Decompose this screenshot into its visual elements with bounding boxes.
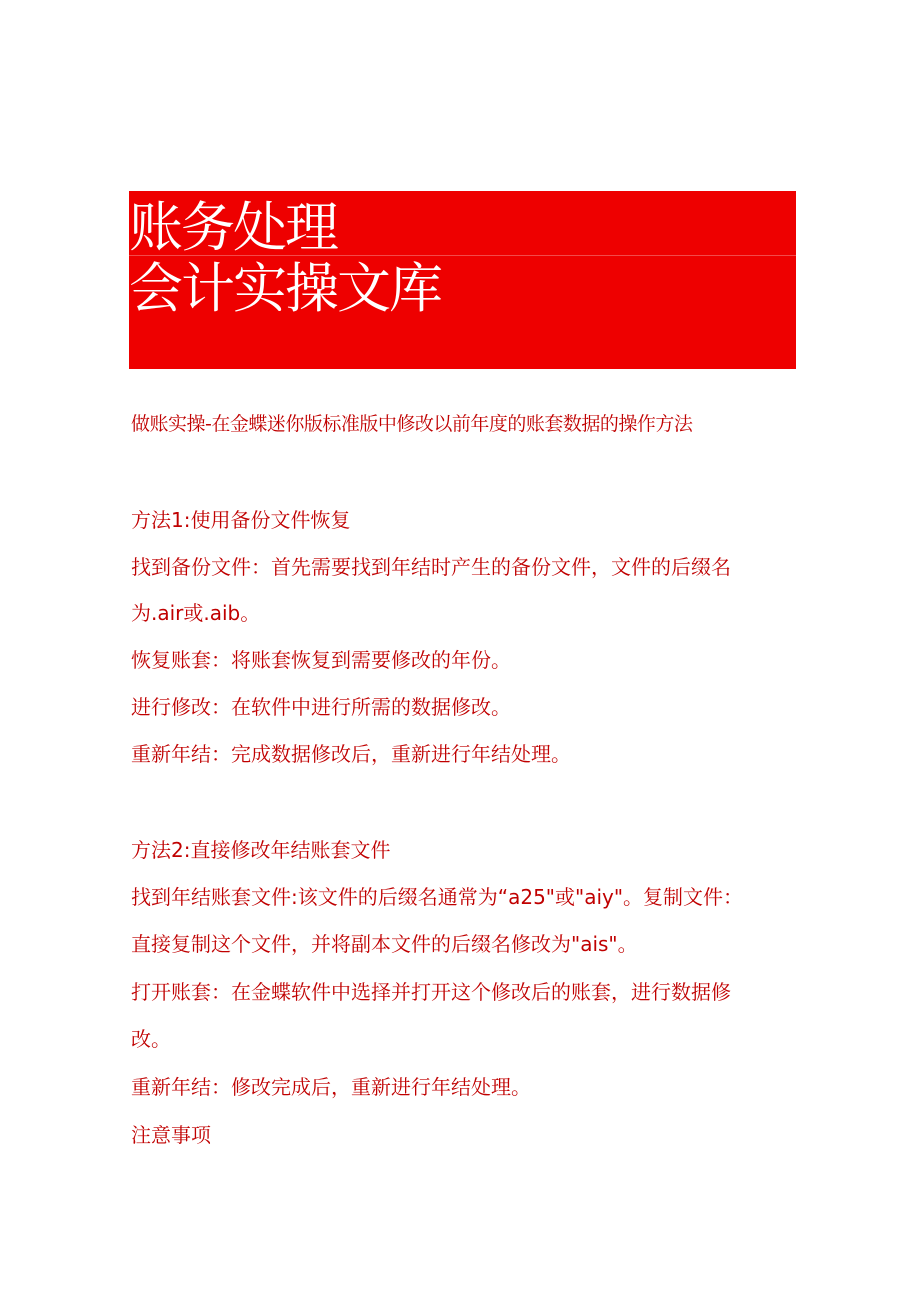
banner-title-line1: 账务处理 <box>129 196 337 259</box>
method2-step2-line2: 改。 <box>131 1027 171 1051</box>
method2-step1-line1: 找到年结账套文件:该文件的后缀名通常为“a25"或"aiy"。复制文件： <box>131 885 744 909</box>
method2-step3: 重新年结：修改完成后，重新进行年结处理。 <box>131 1075 531 1099</box>
method2-step2-line1: 打开账套：在金蝶软件中选择并打开这个修改后的账套，进行数据修 <box>131 980 731 1004</box>
method1-step4: 重新年结：完成数据修改后，重新进行年结处理。 <box>131 742 571 766</box>
method1-step1-line2: 为.air或.aib。 <box>131 601 261 625</box>
method1-step1-line1: 找到备份文件：首先需要找到年结时产生的备份文件，文件的后缀名 <box>131 555 731 579</box>
method1-step2: 恢复账套：将账套恢复到需要修改的年份。 <box>131 648 511 672</box>
method2-heading: 方法2:直接修改年结账套文件 <box>131 838 391 862</box>
banner-title-line2: 会计实操文库 <box>129 257 441 320</box>
method1-heading: 方法1:使用备份文件恢复 <box>131 508 351 532</box>
notes-heading: 注意事项 <box>131 1123 211 1147</box>
method1-step3: 进行修改：在软件中进行所需的数据修改。 <box>131 695 511 719</box>
document-title: 做账实操-在金蝶迷你版标准版中修改以前年度的账套数据的操作方法 <box>131 413 693 435</box>
method2-step1-line2: 直接复制这个文件，并将副本文件的后缀名修改为"ais"。 <box>131 932 638 956</box>
